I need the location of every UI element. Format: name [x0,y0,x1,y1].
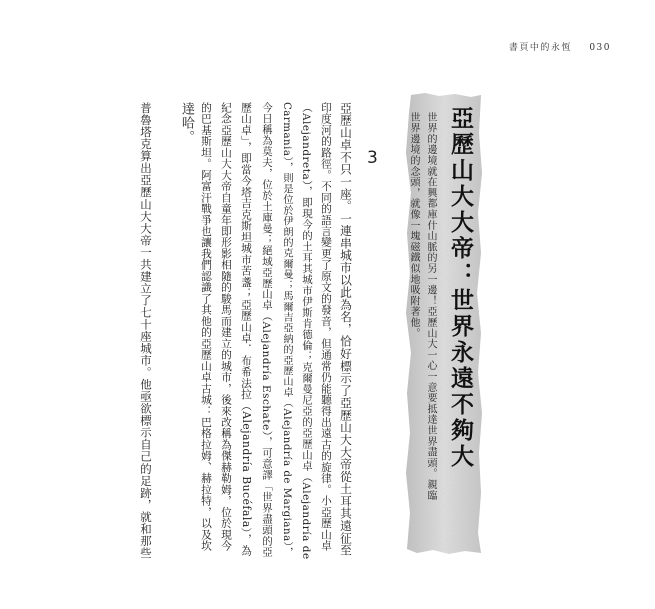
body-line: 的巴基斯坦。阿富汗戰爭也讓我們認識了其他的亞歷山卓古城：巴格拉姆、赫拉特，以及坎 [200,102,213,552]
body-line: Carmania），則是位於伊朗的克爾曼；馬爾吉亞納的亞歷山卓（Alejandría de Margiana）， [281,102,292,558]
body-line: 普魯塔克算出亞歷山大大帝一共建立了七十座城市。他亟欲標示自己的足跡，就和那些 [139,102,153,559]
body-line: 紀念亞歷山大大帝自童年即形影相隨的駿馬而建立的城市，後來改稱為傑赫勒姆，位於現今 [220,102,233,552]
body-line: 達哈。 [179,102,194,144]
body-line: 歷山卓」，即當今塔吉克斯坦城市苦盞；亞歷山卓．布希法拉（Alejandría Bucéfala），為 [240,102,253,557]
chapter-number: 3 [367,148,378,168]
body-line: （Alejandreta），即現今的土耳其城市伊斯肯德倫；克爾曼尼亞的亞歷山卓（Alejandría de [300,102,312,560]
chapter-subtitle-line: 世界邊境的念頭，就像一塊磁鐵似地吸附著他。 [408,112,419,339]
page-number: 030 [589,43,611,53]
body-line: 亞歷山卓不只一座。一連串城市以此為名，恰好標示了亞歷山大大帝從土耳其遠征至 [339,102,353,557]
chapter-title: 亞歷山大大帝：世界永遠不夠大 [447,106,474,470]
body-line: 印度河的路徑。不同的語言變更了原文的發音，但通常仍能聽得出遠古的旋律。小亞歷山卓 [320,102,333,552]
running-header [509,40,611,53]
chapter-subtitle-line: 世界的邊境就在興都庫什山脈的另一邊！亞歷山大一心一意要抵達世界盡頭。親臨 [425,112,436,501]
body-line: 今日稱為莫夫，位於土庫曼；絕域亞歷山卓（Alejandría Eschate），可意譯「世界盡頭的亞 [260,102,272,558]
running-title: 書頁中的永恆 [508,43,572,53]
